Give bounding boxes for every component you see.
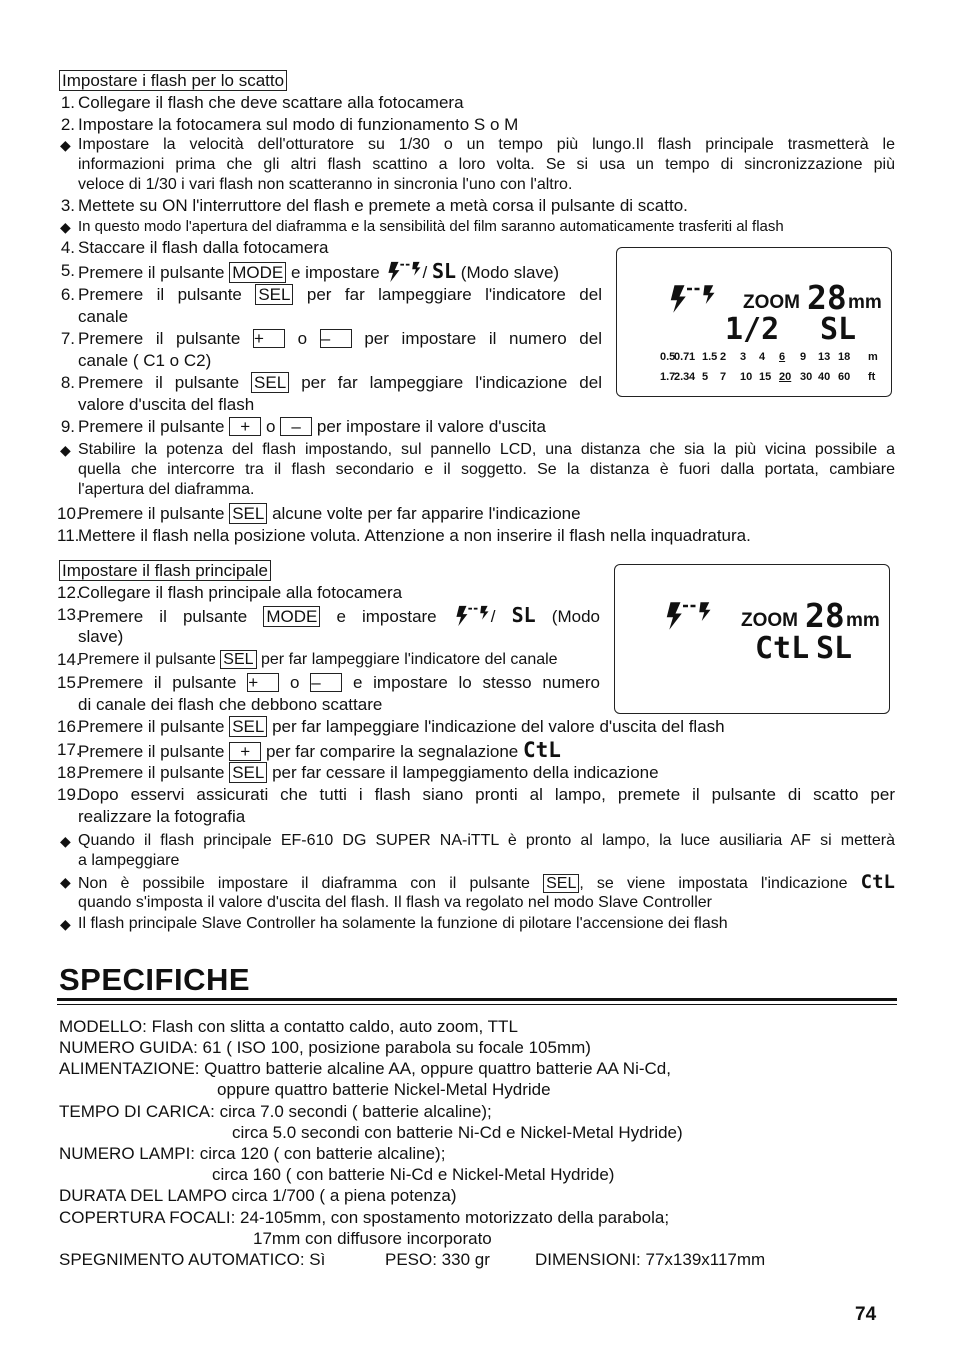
note-4b: a lampeggiare (78, 852, 180, 869)
distance-scale-value: 7 (720, 371, 727, 383)
spec-line: ALIMENTAZIONE: Quattro batterie alcaline AA, oppure quattro batterie AA Ni-Cd, (59, 1059, 671, 1078)
distance-scale-value: 2.3 (674, 371, 690, 383)
distance-scale-value: 18 (838, 351, 851, 363)
wireless-flash-icon (385, 261, 423, 283)
wireless-flash-icon (667, 284, 717, 314)
distance-scale-value: 9 (800, 351, 807, 363)
spec-line: NUMERO LAMPI: circa 120 ( con batterie alcaline); (59, 1144, 446, 1163)
distance-scale-value: 40 (818, 371, 831, 383)
distance-scale-m (660, 351, 882, 367)
bullet-icon: ◆ (60, 219, 71, 235)
lcd-panel-master: ZOOM 28 mm CtL SL (614, 564, 890, 714)
spec-line: COPERTURA FOCALI: 24-105mm, con spostamento motorizzato della parabola; (59, 1208, 670, 1227)
step-7-cont: canale ( C1 o C2) (78, 351, 212, 370)
spec-line: circa 5.0 secondi con batterie Ni-Cd e Nickel-Metal Hydride) (232, 1123, 683, 1142)
mode-button-label: MODE (229, 262, 286, 283)
wireless-flash-icon (453, 605, 491, 627)
distance-scale-value: 3 (740, 351, 747, 363)
slave-symbol: SL (431, 259, 457, 283)
spec-line: oppure quattro batterie Nickel-Metal Hydride (217, 1080, 551, 1099)
spec-line: TEMPO DI CARICA: circa 7.0 secondi ( batterie alcaline); (59, 1102, 492, 1121)
note-4a: Quando il flash principale EF-610 DG SUPER NA-iTTL è pronto al lampo, la luce ausiliaria AF si metterà (78, 832, 895, 849)
note-5a: Non è possibile impostare il diaframma con il pulsante SEL , se viene impostata l'indicazione CtL (78, 871, 895, 893)
bullet-icon: ◆ (60, 874, 71, 890)
step-8-cont: valore d'uscita del flash (78, 395, 255, 414)
step-6-cont: canale (78, 307, 129, 326)
distance-scale-value: 1.7 (660, 371, 676, 383)
note-1c: veloce di 1/30 i vari flash non scatteranno in sincronia l'uno con l'altro. (78, 176, 573, 193)
specs-heading: SPECIFICHE (59, 962, 251, 997)
distance-scale-value: 60 (838, 371, 851, 383)
distance-scale-value: 30 (800, 371, 813, 383)
distance-scale-value: 20 (779, 371, 792, 383)
distance-scale-value: 15 (759, 371, 772, 383)
distance-scale-value: 5 (702, 371, 709, 383)
distance-scale-value: m (868, 351, 878, 363)
step-13-cont: slave) (78, 627, 124, 646)
note-3b: quella che intercorre tra il flash secondario e il soggetto. Se la distanza è fuori dalla portata, cambiare (78, 461, 895, 478)
distance-scale-value: 0.5 (660, 351, 676, 363)
spec-line: MODELLO: Flash con slitta a contatto caldo, auto zoom, TTL (59, 1017, 518, 1036)
note-3c: l'apertura del diaframma. (78, 481, 255, 498)
ctl-symbol: CtL (522, 738, 561, 762)
distance-scale-value: 2 (720, 351, 727, 363)
step-15-cont: di canale dei flash che debbono scattare (78, 695, 383, 714)
bullet-icon: ◆ (60, 137, 71, 153)
distance-scale-value: 1 (689, 351, 696, 363)
spec-line: NUMERO GUIDA: 61 ( ISO 100, posizione parabola su focale 105mm) (59, 1038, 591, 1057)
distance-scale-value: 6 (779, 351, 786, 363)
note-1b: informazioni prima che gli altri flash scattino a loro volta. Se si usa un tempo di sincronizzazione più (78, 156, 895, 173)
note-6: Il flash principale Slave Controller ha solamente la funzione di pilotare l'accensione dei flash (78, 915, 728, 932)
distance-scale-value: 4 (689, 371, 696, 383)
lcd-panel-slave: ZOOM 28 mm 1/2 SL 0.5 0.7 1 1.5 2 3 4 6 9 13 18 m 1.7 2.3 4 5 7 10 15 20 30 40 60 ft (616, 247, 892, 397)
distance-scale-value: 4 (759, 351, 766, 363)
section2-title: Impostare il flash principale (59, 561, 271, 581)
heading-rule (57, 1004, 897, 1005)
heading-rule (57, 998, 897, 1001)
note-2: In questo modo l'apertura del diaframma e la sensibilità del film saranno automaticamente trasferiti al flash (78, 218, 784, 235)
spec-line: DURATA DEL LAMPO circa 1/700 ( a piena potenza) (59, 1186, 457, 1205)
note-1a: Impostare la velocità dell'otturatore su 1/30 o un tempo più lungo.Il flash principale trasmetterà le (78, 136, 895, 153)
distance-scale-value: ft (868, 371, 876, 383)
section1-title: Impostare i flash per lo scatto (59, 71, 287, 91)
distance-scale-value: 10 (740, 371, 753, 383)
spec-line: SPEGNIMENTO AUTOMATICO: Sì (59, 1250, 326, 1269)
distance-scale-value: 0.7 (674, 351, 690, 363)
distance-scale-ft (660, 371, 882, 387)
bullet-icon: ◆ (60, 833, 71, 849)
note-5c: quando s'imposta il valore d'uscita del flash. Il flash va regolato nel modo Slave Controller (78, 894, 713, 911)
wireless-flash-icon (663, 601, 713, 631)
distance-scale-value: 1.5 (702, 351, 718, 363)
bullet-icon: ◆ (60, 916, 71, 932)
step-19-cont: realizzare la fotografia (78, 807, 246, 826)
spec-line: PESO: 330 gr (385, 1250, 490, 1269)
distance-scale-value: 13 (818, 351, 831, 363)
page-number: 74 (855, 1304, 877, 1325)
bullet-icon: ◆ (60, 442, 71, 458)
spec-line: DIMENSIONI: 77x139x117mm (535, 1250, 766, 1269)
spec-line: circa 160 ( con batterie Ni-Cd e Nickel-Metal Hydride) (212, 1165, 615, 1184)
spec-line: 17mm con diffusore incorporato (253, 1229, 492, 1248)
note-3a: Stabilire la potenza del flash impostando, sul pannello LCD, una distanza che sia la più vicina possibile a (78, 441, 895, 458)
